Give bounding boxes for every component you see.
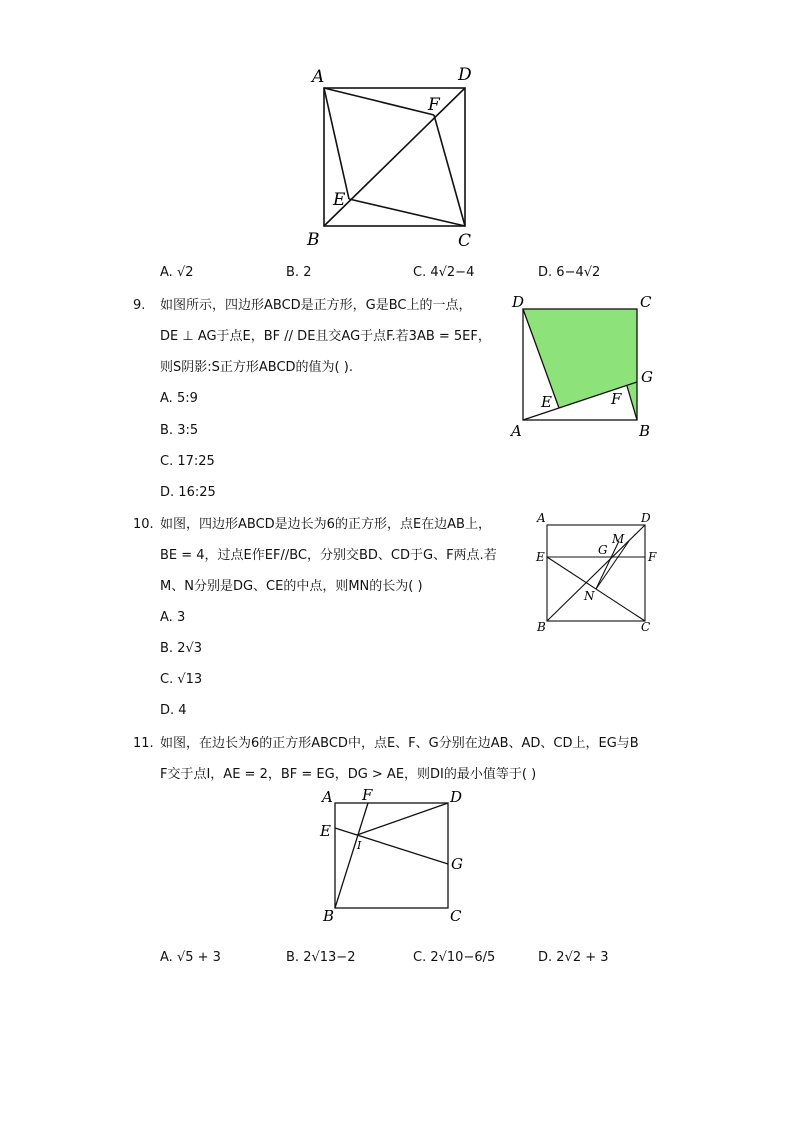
- q8-line-FC: [434, 115, 465, 226]
- q8-label-D: D: [458, 65, 472, 85]
- q9-label-F: F: [611, 390, 622, 408]
- q10-text-line1: 如图，四边形ABCD是边长为6的正方形，点E在边AB上，: [160, 517, 491, 532]
- q9-text-line3: 则S阴影:S正方形ABCD的值为( ).: [160, 360, 353, 375]
- q11-option-d[interactable]: D. 2√2 + 3: [538, 950, 609, 965]
- q10-diagonal-BD: [547, 525, 645, 621]
- q10-number: 10.: [133, 517, 154, 532]
- q11-number: 11.: [133, 736, 154, 751]
- q10-figure: [530, 505, 660, 635]
- q11-line-BF: [335, 803, 368, 908]
- q10-option-d[interactable]: D. 4: [160, 703, 187, 718]
- q10-label-D: D: [641, 511, 651, 525]
- q11-figure: [315, 785, 475, 930]
- q8-label-F: F: [428, 95, 440, 115]
- q8-option-b[interactable]: B. 2: [286, 265, 312, 280]
- q9-label-B: B: [639, 422, 651, 440]
- q10-text-line2: BE = 4，过点E作EF//BC，分别交BD、CD于G、F两点.若: [160, 548, 497, 563]
- q9-label-C: C: [640, 293, 652, 311]
- q8-line-AF: [324, 88, 434, 115]
- q11-option-b[interactable]: B. 2√13−2: [286, 950, 356, 965]
- q10-label-F: F: [648, 550, 657, 564]
- q9-option-c[interactable]: C. 17:25: [160, 454, 215, 469]
- q11-option-c[interactable]: C. 2√10−6/5: [413, 950, 496, 965]
- q8-option-a[interactable]: A. √2: [160, 265, 194, 280]
- q10-label-C: C: [641, 620, 651, 634]
- q11-label-F: F: [362, 786, 373, 804]
- q9-figure: [505, 290, 665, 445]
- q11-label-E: E: [320, 822, 331, 840]
- q11-text-line2: F交于点I，AE = 2，BF = EG，DG > AE，则DI的最小值等于( ): [160, 767, 537, 782]
- q11-label-A: A: [322, 788, 333, 806]
- q8-figure: [300, 60, 490, 255]
- q10-option-b[interactable]: B. 2√3: [160, 641, 203, 656]
- q10-option-a[interactable]: A. 3: [160, 610, 186, 625]
- q9-text-line2: DE ⊥ AG于点E，BF // DE且交AG于点F.若3AB = 5EF，: [160, 329, 491, 344]
- q9-label-E: E: [541, 393, 552, 411]
- q8-label-C: C: [458, 231, 472, 251]
- q10-label-M: M: [612, 532, 625, 546]
- q10-label-E: E: [536, 550, 545, 564]
- q11-option-a[interactable]: A. √5 + 3: [160, 950, 221, 965]
- q8-label-A: A: [312, 67, 325, 87]
- q9-option-b[interactable]: B. 3:5: [160, 423, 199, 438]
- q11-line-EG: [335, 828, 448, 864]
- q10-label-A: A: [537, 511, 546, 525]
- q9-label-D: D: [512, 293, 525, 311]
- q10-text-line3: M、N分别是DG、CE的中点，则MN的长为( ): [160, 579, 423, 594]
- q9-number: 9.: [133, 298, 146, 313]
- q9-text-line1: 如图所示，四边形ABCD是正方形，G是BC上的一点，: [160, 298, 472, 313]
- q10-label-B: B: [537, 620, 546, 634]
- q10-option-c[interactable]: C. √13: [160, 672, 203, 687]
- q8-option-c[interactable]: C. 4√2−4: [413, 265, 475, 280]
- q10-label-N: N: [584, 589, 595, 603]
- q10-label-G: G: [598, 543, 608, 557]
- q9-label-G: G: [641, 368, 653, 386]
- q8-line-AE: [324, 88, 349, 199]
- q9-option-a[interactable]: A. 5:9: [160, 391, 198, 406]
- q11-label-B: B: [323, 907, 335, 925]
- q8-label-B: B: [307, 230, 320, 250]
- q11-label-G: G: [451, 855, 463, 873]
- q11-line-DI: [357, 803, 448, 835]
- q11-text-line1: 如图，在边长为6的正方形ABCD中，点E、F、G分别在边AB、AD、CD上，EG与B: [160, 736, 639, 751]
- q9-label-A: A: [511, 422, 522, 440]
- q11-label-C: C: [450, 907, 462, 925]
- q8-label-E: E: [333, 190, 346, 210]
- q11-label-I: I: [357, 839, 362, 852]
- q8-line-EC: [349, 199, 465, 226]
- q8-option-d[interactable]: D. 6−4√2: [538, 265, 601, 280]
- q11-label-D: D: [450, 788, 463, 806]
- q9-option-d[interactable]: D. 16:25: [160, 485, 216, 500]
